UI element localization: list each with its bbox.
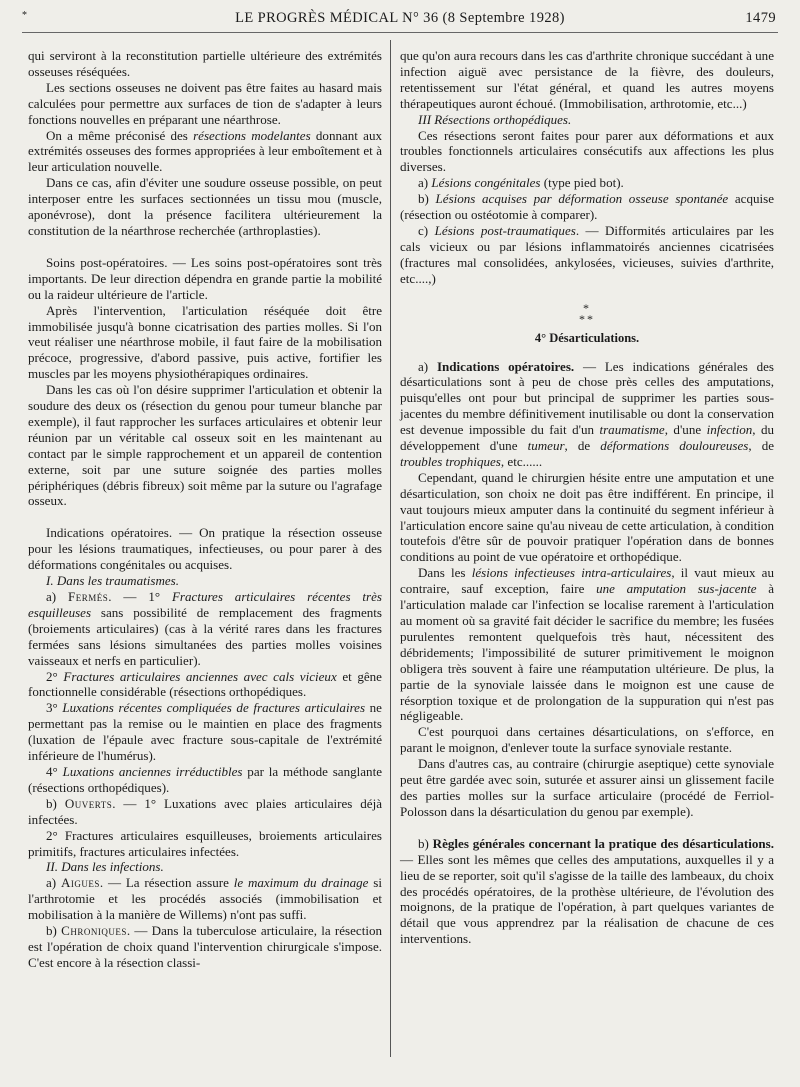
section-heading: II. Dans les infections.: [46, 859, 164, 875]
section-heading: III Résections orthopédiques.: [418, 111, 572, 127]
paragraph: C'est pourquoi dans certaines désarticulations, on s'efforce, en parant le moignon, d'enlever toute la surface synoviale restante.: [400, 724, 774, 756]
paragraph: b) Chroniques. — Dans la tuberculose articulaire, la résection est l'opération de choix quand l'intervention chirurgicale s'impose. C'est encore à la résection classi-: [28, 923, 382, 970]
paragraph: Dans les cas où l'on désire supprimer l'articulation et obtenir la soudure des deux os (résection du genou pour tumeur blanche par exemple), il faut rapprocher les surfaces articulaires et obtenir leur réunion par un véritable cal osseux soit en les maintenant au contact par le simple rapprochement et un appareil de contention externe, soit par une suture soignée des parties molles périphériques (débris fibreux) soit même par la suture ou l'agrafage osseux.: [28, 382, 382, 509]
paragraph: Les sections osseuses ne doivent pas être faites au hasard mais calculées pour permettre aux surfaces de tion de s'adapter à leurs fonctions nouvelles en préparant une néarthrose.: [28, 79, 382, 127]
paragraph: Indications opératoires. — On pratique la résection osseuse pour les lésions traumatiques, infectieuses, ou pour parer à des déformations congénitales ou acquises.: [28, 525, 382, 573]
paragraph: 4° Luxations anciennes irréductibles par la méthode sanglante (résections orthopédiques).: [28, 763, 382, 795]
paragraph: Dans les lésions infectieuses intra-articulaires, il vaut mieux au contraire, sauf exception, faire une amputation sus-jacente à l'articulation malade car l'infection se localise rarement à l'articulation au moment où sa gravité fait décider le sacrifice du membre; les fusées purulentes remontent quelquefois très haut, nécessitent des débridements; l'impossibilité de suturer primitivement le moignon obligera très souvent à faire une réamputation ultérieure. De plus, la partie de la synoviale laissée dans le moignon est une cause de résorption toxique et de prolongation de la suppuration qui n'est pas négligeable.: [400, 565, 775, 724]
paragraph: 2° Fractures articulaires anciennes avec cals vicieux et gêne fonctionnelle considérable (résections orthopédiques.: [28, 668, 382, 700]
left-column: [28, 48, 382, 971]
paragraph: c) Lésions post-traumatiques. — Difformités articulaires par les cals vicieux ou par lésions inflammatoirés anciennes cicatrisées (fractures mal consolidées, ankylosées, vicieuses, suivies d'arthrite, etc....,): [400, 222, 774, 286]
header-rule: [22, 32, 778, 33]
running-header: [22, 10, 778, 30]
column-divider: [390, 40, 391, 1057]
paragraph: On a même préconisé des résections modelantes donnant aux extrémités osseuses des formes appropriées à leur emboîtement et à leur articulation nouvelle.: [28, 127, 382, 175]
section-heading: I. Dans les traumatismes.: [46, 573, 180, 589]
paragraph: a) Aigues. — La résection assure le maximum du drainage si l'arthrotomie et les procédés associés (immobilisation et mobilisation à la manière de Willems) n'ont pas suffi.: [28, 875, 382, 923]
paragraph: 2° Fractures articulaires esquilleuses, broiements articulaires primitifs, fractures articulaires infectées.: [28, 827, 382, 859]
paragraph: Dans ce cas, afin d'éviter une soudure osseuse possible, on peut interposer entre les surfaces sectionnées un tissu mou (muscle, aponévrose), dont la présence facilitera ultérieurement la constitution de la néarthrose recherchée (arthroplasties).: [28, 175, 382, 238]
section-title: 4° Désarticulations.: [534, 330, 640, 345]
paragraph: a) Fermés. — 1° Fractures articulaires récentes très esquilleuses sans possibilité de remplacement des fragments (broiements articulaires) (cas à la vérité rares dans les fractures fermées sans lésions simultanées des parties molles voisines vaisseaux et nerfs en particulier).: [28, 589, 382, 668]
page-number: 1479: [745, 10, 776, 26]
paragraph: Après l'intervention, l'articulation réséquée doit être immobilisée jusqu'à bonne cicatrisation des parties molles. Si l'on veut réaliser une néarthrose mobile, il faut faire de la mobilisation précoce, progressive, d'abord passive, puis active, fortifier les muscles par les moyens physiothérapiques ordinaires.: [28, 302, 382, 382]
section-stars: * **: [579, 300, 595, 326]
paragraph: a) Lésions congénitales (type pied bot).: [418, 175, 624, 191]
paragraph: qui serviront à la reconstitution partielle ultérieure des extrémités osseuses réséquées.: [28, 48, 382, 79]
paragraph: Ces résections seront faites pour parer aux déformations et aux troubles fonctionnels articulaires consécutifs aux affections les plus diverses.: [400, 127, 774, 175]
right-column: [400, 48, 774, 947]
paragraph: a) Indications opératoires. — Les indications générales des désarticulations sont à peu de chose près celles des amputations, puisqu'elles ont pour but principal de supprimer les parties sous-jacentes du membre définitivement inutilisable ou dont la conservation est devenue impossible du fait d'un traumatisme, d'une infection, du développement d'une tumeur, de déformations douloureuses, de troubles trophiques, etc......: [400, 358, 775, 469]
journal-header: LE PROGRÈS MÉDICAL N° 36 (8 Septembre 1928): [235, 10, 565, 26]
paragraph: b) Lésions acquises par déformation osseuse spontanée acquise (résection ou ostéotomie à comparer).: [400, 191, 774, 223]
paragraph: Cependant, quand le chirurgien hésite entre une amputation et une désarticulation, son choix ne doit pas être indifférent. En principe, il vaut toujours mieux amputer dans la continuité du segment inférieur à l'articulation encore saine qu'au niveau de cette articulation, à condition toutefois d'être sûr de pouvoir pratiquer l'opération dans de bonnes conditions au point de vue opératoire et orthopédique.: [400, 469, 774, 565]
paragraph: Soins post-opératoires. — Les soins post-opératoires sont très importants. De leur direction dépendra en grande partie la mobilité ou la raideur ultérieure de l'article.: [28, 254, 382, 302]
paragraph: b) Règles générales concernant la pratique des désarticulations. — Elles sont les mêmes que celles des amputations, auxquelles il y a lieu de se reporter, soit qu'il s'agisse de la taille des lambeaux, du choix des procédés opératoires, de la prothèse ultérieure, de l'évolution des moignons, de la pratique de l'opération, à part quelques variantes de détail que vous apprendrez par la réalisation de chacune de ces interventions.: [400, 835, 774, 947]
paragraph: que qu'on aura recours dans les cas d'arthrite chronique succédant à une infection aiguë avec persistance de la fièvre, des douleurs, retentissement sur l'état général, et quand les autres moyens thérapeutiques auront échoué. (Immobilisation, arthrotomie, etc...): [400, 48, 774, 111]
paragraph: 3° Luxations récentes compliquées de fractures articulaires ne permettant pas la remise ou le maintien en place des fragments (luxation de l'épaule avec fracture sous-capitale de l'extrémité inférieure de l'humérus).: [28, 700, 382, 764]
corner-mark: *: [22, 10, 28, 21]
paragraph: Dans d'autres cas, au contraire (chirurgie aseptique) cette synoviale peut être gardée avec soin, suturée et assurer ainsi un glissement facile des parties molles sur la surface articulaire (procédé de Ferriol-Polosson dans la désarticulation du genou par exemple).: [400, 756, 774, 819]
paragraph: b) Ouverts. — 1° Luxations avec plaies articulaires déjà infectées.: [28, 795, 382, 827]
